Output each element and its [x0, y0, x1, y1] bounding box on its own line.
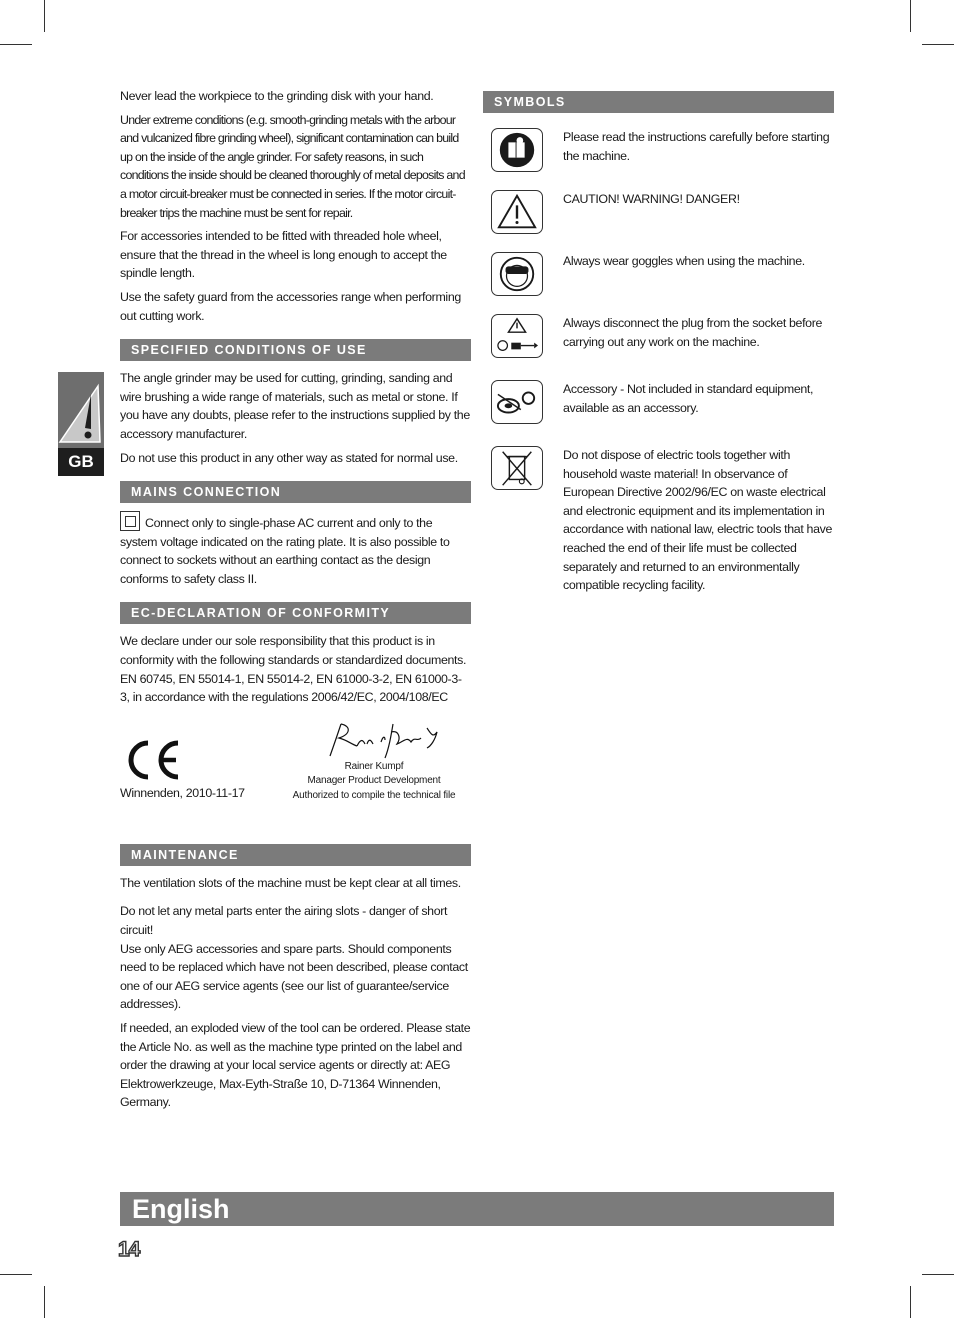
symbol-text: CAUTION! WARNING! DANGER! [563, 192, 740, 206]
paragraph: We declare under our sole responsibility that this product is in conformity with the following standards or standardized documents. EN 60745, EN 55014-1, EN 55014-2, EN 61000-3-2, EN 61000-3-3, in accordance with the regulations 2006/42/EC, 2004/108/EC [120, 634, 467, 705]
signature-image [327, 720, 441, 760]
weee-bin-icon [491, 446, 543, 490]
ce-mark-icon [122, 738, 182, 782]
double-insulation-icon [120, 511, 140, 531]
left-column [120, 87, 471, 1117]
language-footer-bar: English [120, 1192, 834, 1226]
crop-mark [910, 1286, 911, 1318]
declaration-signature-block [120, 712, 471, 830]
accessory-icon [491, 380, 543, 424]
symbol-row [483, 190, 834, 252]
section-heading-symbols: SYMBOLS [483, 91, 834, 113]
paragraph: The angle grinder may be used for cutting, grinding, sanding and wire brushing a wide range of materials, such as metal or stone. If you have any doubts, please refer to the instructions supplied by the accessory manufacturer. [120, 371, 470, 441]
crop-mark [0, 1274, 32, 1275]
paragraph: Never lead the workpiece to the grinding disk with your hand. [120, 89, 434, 103]
paragraph: If needed, an exploded view of the tool can be ordered. Please state the Article No. as well as the machine type printed on the label and order the drawing at your local service agents or directly at: AEG Elektrowerkzeuge, Max-Eyth-Straße 10, D-71364 Winnenden, Germany. [120, 1021, 471, 1110]
paragraph: Do not let any metal parts enter the airing slots - danger of short circuit! [120, 904, 448, 938]
warning-triangle-icon [491, 190, 543, 234]
section-heading-specified-conditions: SPECIFIED CONDITIONS OF USE [120, 339, 471, 361]
signer-title: Manager Product Development [307, 775, 441, 787]
symbol-row [483, 252, 834, 314]
goggles-icon [491, 252, 543, 296]
symbol-row [483, 314, 834, 380]
unplug-icon [491, 314, 543, 358]
paragraph: Connect only to single-phase AC current and only to the system voltage indicated on the rating plate. It is also possible to connect to sockets without an earthing contact as the design conforms to safety class II. [120, 516, 450, 586]
signer-info [290, 760, 458, 804]
symbol-row [483, 128, 834, 190]
mains-connection-text [120, 511, 471, 588]
side-tab-label: GB [58, 448, 104, 476]
symbol-row [483, 380, 834, 446]
read-manual-icon [491, 128, 543, 172]
crop-mark [922, 1274, 954, 1275]
paragraph: Do not use this product in any other way as stated for normal use. [120, 450, 458, 465]
crop-mark [922, 44, 954, 45]
symbols-column [483, 91, 834, 595]
signer-name: Rainer Kumpf [344, 760, 404, 772]
paragraph: The ventilation slots of the machine must be kept clear at all times. [120, 875, 461, 890]
symbol-text: Accessory - Not included in standard equipment, available as an accessory. [563, 382, 814, 415]
paragraph: Use only AEG accessories and spare parts. Should components need to be replaced which have not been described, please contact one of our AEG service agents (see our list of guarantee/service addresses). [120, 941, 468, 1012]
section-heading-ec-declaration: EC-DECLARATION OF CONFORMITY [120, 602, 471, 624]
place-date: Winnenden, 2010-11-17 [120, 785, 245, 800]
symbol-text: Please read the instructions carefully before starting the machine. [563, 130, 830, 163]
paragraph: Under extreme conditions (e.g. smooth-grinding metals with the arbour and vulcanized fibre grinding wheel), significant contamination can build up on the inside of the angle grinder. For safety reasons, in such conditions the inside should be cleaned thoroughly of metal deposits and a motor circuit-breaker must be connected in series. If the motor circuit-breaker trips the machine must be sent for repair. [120, 112, 465, 220]
section-heading-mains-connection: MAINS CONNECTION [120, 481, 471, 503]
crop-mark [44, 0, 45, 32]
crop-mark [0, 44, 32, 45]
signer-note: Authorized to compile the technical file [292, 789, 456, 801]
symbol-row [483, 446, 834, 595]
symbol-text: Always disconnect the plug from the socket before carrying out any work on the machine. [563, 316, 823, 349]
symbol-text: Always wear goggles when using the machine. [563, 254, 805, 268]
crop-mark [910, 0, 911, 32]
paragraph: For accessories intended to be fitted with threaded hole wheel, ensure that the thread in the wheel is long enough to accept the spindle length. [120, 229, 447, 281]
page-number: 14 [118, 1238, 140, 1261]
section-heading-maintenance: MAINTENANCE [120, 844, 471, 866]
crop-mark [44, 1286, 45, 1318]
symbol-text: Do not dispose of electric tools together with household waste material! In observance of European Directive 2002/96/EC on waste electrical and electronic equipment and its implementation in accordance with national law, electric tools that have reached the end of their life must be collected separately and returned to an environmentally compatible recycling facility. [563, 448, 833, 593]
paragraph: Use the safety guard from the accessories range when performing out cutting work. [120, 289, 461, 323]
